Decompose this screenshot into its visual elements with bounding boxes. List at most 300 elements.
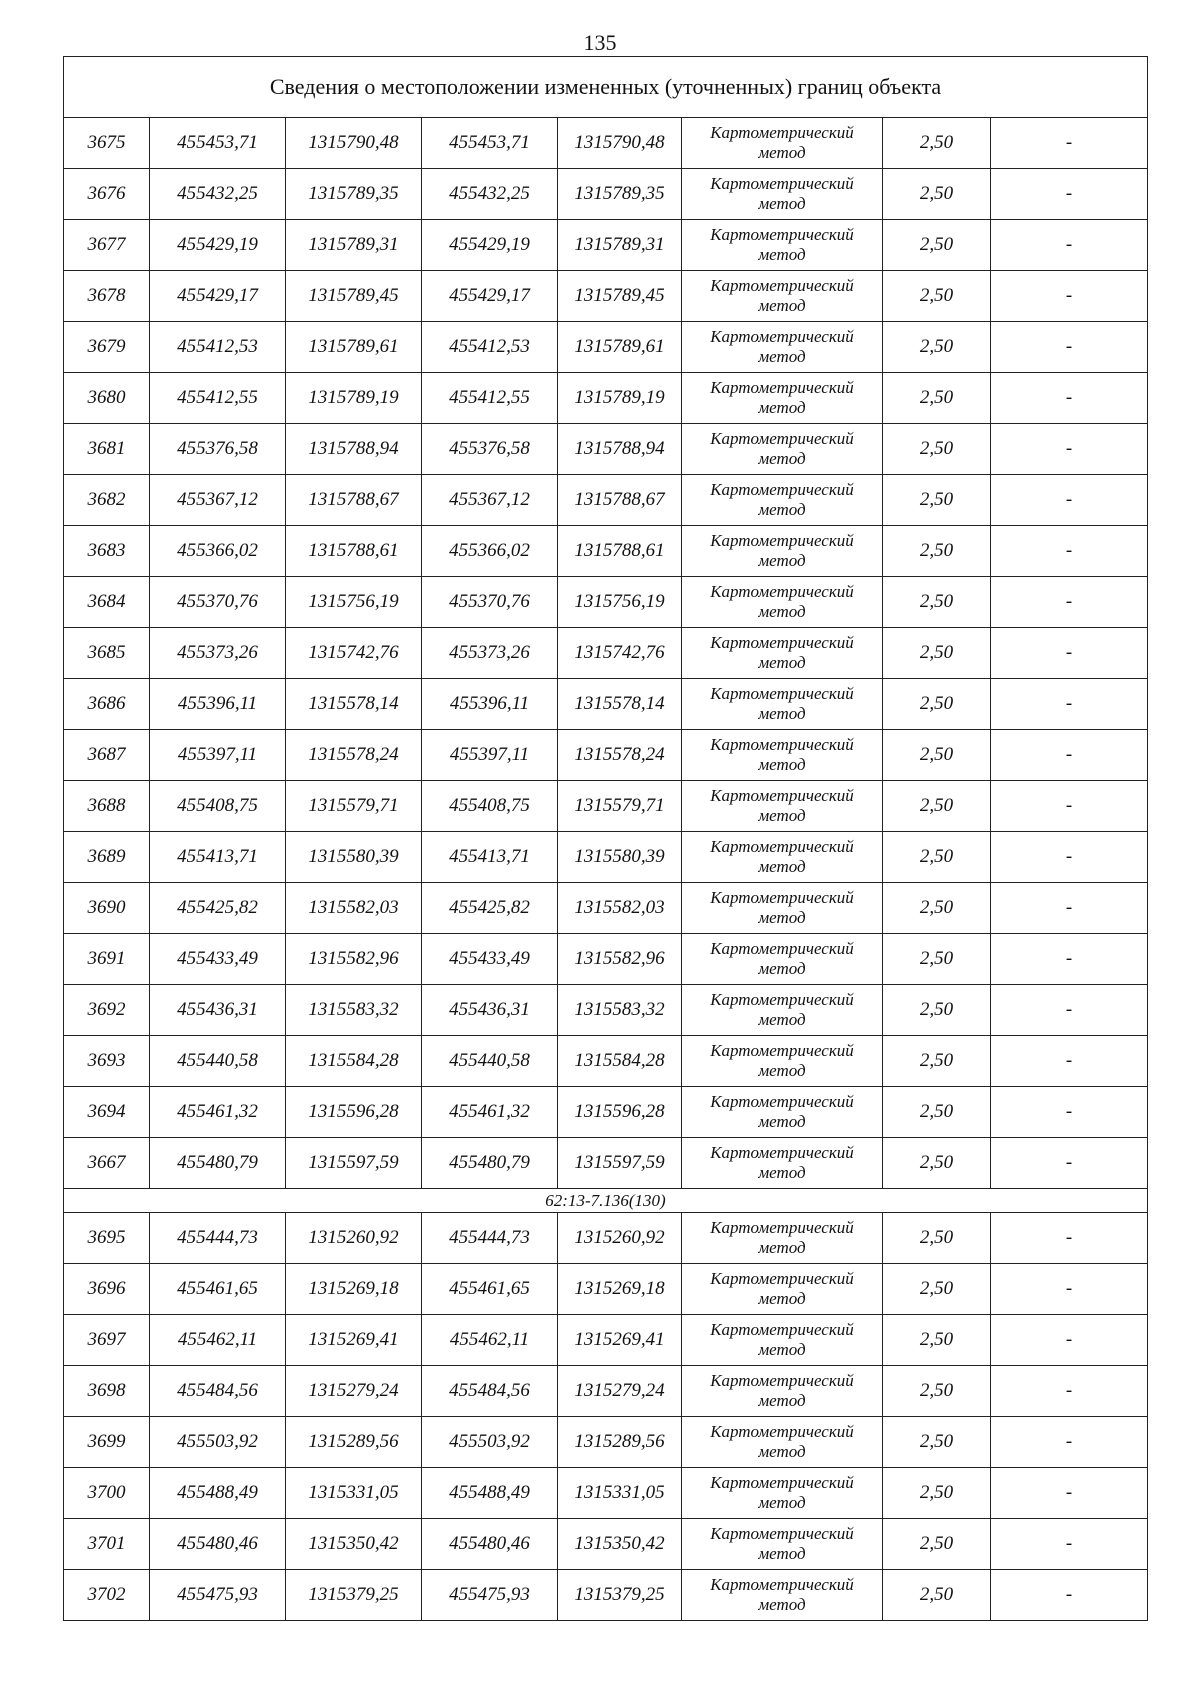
refined-x-cell: 455408,75 (422, 781, 558, 832)
method-cell (682, 1315, 883, 1366)
refined-x-cell: 455366,02 (422, 526, 558, 577)
method-line-2: метод (758, 857, 806, 876)
point-number-cell: 3697 (64, 1315, 150, 1366)
method-line-1: Картометрический (710, 1143, 854, 1162)
point-number-cell: 3695 (64, 1213, 150, 1264)
refined-x-cell: 455373,26 (422, 628, 558, 679)
existing-y-cell: 1315789,61 (286, 322, 422, 373)
existing-x-cell: 455370,76 (150, 577, 286, 628)
accuracy-cell: 2,50 (883, 118, 991, 169)
refined-y-cell: 1315331,05 (558, 1468, 682, 1519)
table-row (64, 1468, 1148, 1519)
point-number-cell: 3700 (64, 1468, 150, 1519)
table-row (64, 424, 1148, 475)
refined-y-cell: 1315790,48 (558, 118, 682, 169)
method-line-2: метод (758, 602, 806, 621)
table-body (64, 57, 1148, 1621)
accuracy-cell: 2,50 (883, 1417, 991, 1468)
accuracy-cell: 2,50 (883, 832, 991, 883)
method-cell (682, 781, 883, 832)
table-row (64, 730, 1148, 781)
refined-x-cell: 455440,58 (422, 1036, 558, 1087)
method-line-1: Картометрический (710, 1371, 854, 1390)
accuracy-cell: 2,50 (883, 628, 991, 679)
accuracy-cell: 2,50 (883, 679, 991, 730)
existing-x-cell: 455444,73 (150, 1213, 286, 1264)
accuracy-cell: 2,50 (883, 934, 991, 985)
existing-x-cell: 455461,32 (150, 1087, 286, 1138)
note-cell: - (991, 271, 1148, 322)
refined-y-cell: 1315789,35 (558, 169, 682, 220)
method-cell (682, 679, 883, 730)
method-line-1: Картометрический (710, 1422, 854, 1441)
accuracy-cell: 2,50 (883, 781, 991, 832)
note-cell: - (991, 577, 1148, 628)
method-line-2: метод (758, 755, 806, 774)
refined-y-cell: 1315596,28 (558, 1087, 682, 1138)
refined-x-cell: 455425,82 (422, 883, 558, 934)
method-line-2: метод (758, 806, 806, 825)
method-cell (682, 1417, 883, 1468)
refined-y-cell: 1315583,32 (558, 985, 682, 1036)
refined-y-cell: 1315788,61 (558, 526, 682, 577)
point-number-cell: 3681 (64, 424, 150, 475)
point-number-cell: 3686 (64, 679, 150, 730)
point-number-cell: 3675 (64, 118, 150, 169)
accuracy-cell: 2,50 (883, 373, 991, 424)
refined-y-cell: 1315580,39 (558, 832, 682, 883)
method-line-1: Картометрический (710, 123, 854, 142)
note-cell: - (991, 322, 1148, 373)
accuracy-cell: 2,50 (883, 1570, 991, 1621)
existing-x-cell: 455412,53 (150, 322, 286, 373)
point-number-cell: 3690 (64, 883, 150, 934)
existing-y-cell: 1315788,67 (286, 475, 422, 526)
method-line-1: Картометрический (710, 480, 854, 499)
method-line-2: метод (758, 1238, 806, 1257)
method-line-1: Картометрический (710, 276, 854, 295)
method-line-1: Картометрический (710, 1473, 854, 1492)
existing-x-cell: 455373,26 (150, 628, 286, 679)
existing-y-cell: 1315789,19 (286, 373, 422, 424)
refined-x-cell: 455429,19 (422, 220, 558, 271)
existing-x-cell: 455396,11 (150, 679, 286, 730)
refined-x-cell: 455412,55 (422, 373, 558, 424)
method-line-2: метод (758, 959, 806, 978)
existing-x-cell: 455433,49 (150, 934, 286, 985)
method-line-2: метод (758, 1544, 806, 1563)
existing-x-cell: 455397,11 (150, 730, 286, 781)
method-line-2: метод (758, 398, 806, 417)
note-cell: - (991, 118, 1148, 169)
method-line-1: Картометрический (710, 378, 854, 397)
method-cell (682, 526, 883, 577)
method-line-1: Картометрический (710, 888, 854, 907)
method-cell (682, 1138, 883, 1189)
page-number: 135 (583, 30, 617, 55)
note-cell: - (991, 781, 1148, 832)
existing-y-cell: 1315289,56 (286, 1417, 422, 1468)
refined-x-cell: 455484,56 (422, 1366, 558, 1417)
accuracy-cell: 2,50 (883, 1138, 991, 1189)
refined-x-cell: 455461,65 (422, 1264, 558, 1315)
refined-x-cell: 455396,11 (422, 679, 558, 730)
point-number-cell: 3676 (64, 169, 150, 220)
table-title: Сведения о местоположении измененных (уточненных) границ объекта (64, 57, 1148, 118)
refined-x-cell: 455480,79 (422, 1138, 558, 1189)
method-cell (682, 322, 883, 373)
table-row (64, 1570, 1148, 1621)
refined-y-cell: 1315742,76 (558, 628, 682, 679)
existing-y-cell: 1315269,18 (286, 1264, 422, 1315)
method-line-2: метод (758, 1010, 806, 1029)
refined-y-cell: 1315789,61 (558, 322, 682, 373)
table-row (64, 1264, 1148, 1315)
point-number-cell: 3693 (64, 1036, 150, 1087)
table-row (64, 781, 1148, 832)
existing-y-cell: 1315350,42 (286, 1519, 422, 1570)
existing-y-cell: 1315582,96 (286, 934, 422, 985)
table-row (64, 679, 1148, 730)
existing-y-cell: 1315580,39 (286, 832, 422, 883)
note-cell: - (991, 526, 1148, 577)
refined-x-cell: 455488,49 (422, 1468, 558, 1519)
table-row (64, 1366, 1148, 1417)
method-cell (682, 1519, 883, 1570)
refined-y-cell: 1315788,94 (558, 424, 682, 475)
refined-x-cell: 455475,93 (422, 1570, 558, 1621)
method-cell (682, 169, 883, 220)
method-line-1: Картометрический (710, 582, 854, 601)
point-number-cell: 3680 (64, 373, 150, 424)
existing-x-cell: 455367,12 (150, 475, 286, 526)
existing-y-cell: 1315584,28 (286, 1036, 422, 1087)
refined-y-cell: 1315582,03 (558, 883, 682, 934)
table-row (64, 1417, 1148, 1468)
refined-y-cell: 1315578,14 (558, 679, 682, 730)
existing-y-cell: 1315790,48 (286, 118, 422, 169)
refined-y-cell: 1315597,59 (558, 1138, 682, 1189)
note-cell: - (991, 934, 1148, 985)
table-row (64, 271, 1148, 322)
accuracy-cell: 2,50 (883, 1519, 991, 1570)
existing-y-cell: 1315742,76 (286, 628, 422, 679)
existing-y-cell: 1315379,25 (286, 1570, 422, 1621)
refined-x-cell: 455367,12 (422, 475, 558, 526)
existing-y-cell: 1315789,31 (286, 220, 422, 271)
note-cell: - (991, 169, 1148, 220)
point-number-cell: 3687 (64, 730, 150, 781)
note-cell: - (991, 1264, 1148, 1315)
note-cell: - (991, 730, 1148, 781)
boundary-coordinates-table (63, 56, 1148, 1621)
method-line-2: метод (758, 1112, 806, 1131)
method-line-1: Картометрический (710, 837, 854, 856)
refined-x-cell: 455413,71 (422, 832, 558, 883)
refined-y-cell: 1315578,24 (558, 730, 682, 781)
section-heading-row (64, 1189, 1148, 1213)
method-cell (682, 373, 883, 424)
method-cell (682, 220, 883, 271)
accuracy-cell: 2,50 (883, 1264, 991, 1315)
table-row (64, 1315, 1148, 1366)
table-row (64, 322, 1148, 373)
method-line-2: метод (758, 1595, 806, 1614)
point-number-cell: 3678 (64, 271, 150, 322)
method-line-1: Картометрический (710, 786, 854, 805)
note-cell: - (991, 679, 1148, 730)
point-number-cell: 3684 (64, 577, 150, 628)
existing-x-cell: 455366,02 (150, 526, 286, 577)
method-line-1: Картометрический (710, 633, 854, 652)
point-number-cell: 3688 (64, 781, 150, 832)
method-line-1: Картометрический (710, 990, 854, 1009)
method-line-2: метод (758, 1442, 806, 1461)
refined-y-cell: 1315279,24 (558, 1366, 682, 1417)
existing-x-cell: 455461,65 (150, 1264, 286, 1315)
method-cell (682, 1087, 883, 1138)
note-cell: - (991, 832, 1148, 883)
existing-y-cell: 1315789,35 (286, 169, 422, 220)
point-number-cell: 3699 (64, 1417, 150, 1468)
accuracy-cell: 2,50 (883, 1036, 991, 1087)
existing-y-cell: 1315583,32 (286, 985, 422, 1036)
refined-y-cell: 1315579,71 (558, 781, 682, 832)
method-line-1: Картометрический (710, 735, 854, 754)
note-cell: - (991, 1468, 1148, 1519)
note-cell: - (991, 883, 1148, 934)
method-line-1: Картометрический (710, 1269, 854, 1288)
method-line-2: метод (758, 908, 806, 927)
table-row (64, 985, 1148, 1036)
existing-x-cell: 455429,19 (150, 220, 286, 271)
section-heading: 62:13-7.136(130) (64, 1189, 1148, 1213)
method-cell (682, 883, 883, 934)
method-line-1: Картометрический (710, 174, 854, 193)
table-row (64, 1213, 1148, 1264)
note-cell: - (991, 1213, 1148, 1264)
note-cell: - (991, 1570, 1148, 1621)
refined-y-cell: 1315756,19 (558, 577, 682, 628)
existing-y-cell: 1315579,71 (286, 781, 422, 832)
note-cell: - (991, 985, 1148, 1036)
table-row (64, 883, 1148, 934)
refined-x-cell: 455462,11 (422, 1315, 558, 1366)
accuracy-cell: 2,50 (883, 424, 991, 475)
refined-x-cell: 455432,25 (422, 169, 558, 220)
point-number-cell: 3689 (64, 832, 150, 883)
method-line-2: метод (758, 1289, 806, 1308)
refined-x-cell: 455436,31 (422, 985, 558, 1036)
method-cell (682, 271, 883, 322)
point-number-cell: 3667 (64, 1138, 150, 1189)
existing-x-cell: 455413,71 (150, 832, 286, 883)
method-line-2: метод (758, 1493, 806, 1512)
point-number-cell: 3685 (64, 628, 150, 679)
method-cell (682, 1366, 883, 1417)
method-line-2: метод (758, 1163, 806, 1182)
existing-x-cell: 455440,58 (150, 1036, 286, 1087)
note-cell: - (991, 1036, 1148, 1087)
existing-y-cell: 1315578,24 (286, 730, 422, 781)
point-number-cell: 3694 (64, 1087, 150, 1138)
table-row (64, 475, 1148, 526)
refined-x-cell: 455412,53 (422, 322, 558, 373)
table-row (64, 934, 1148, 985)
refined-y-cell: 1315788,67 (558, 475, 682, 526)
existing-x-cell: 455376,58 (150, 424, 286, 475)
method-cell (682, 628, 883, 679)
method-line-2: метод (758, 347, 806, 366)
method-cell (682, 577, 883, 628)
table-row (64, 220, 1148, 271)
accuracy-cell: 2,50 (883, 1087, 991, 1138)
existing-x-cell: 455436,31 (150, 985, 286, 1036)
existing-x-cell: 455412,55 (150, 373, 286, 424)
note-cell: - (991, 1138, 1148, 1189)
method-cell (682, 730, 883, 781)
refined-y-cell: 1315350,42 (558, 1519, 682, 1570)
point-number-cell: 3698 (64, 1366, 150, 1417)
existing-y-cell: 1315788,61 (286, 526, 422, 577)
note-cell: - (991, 1366, 1148, 1417)
refined-x-cell: 455397,11 (422, 730, 558, 781)
note-cell: - (991, 373, 1148, 424)
method-line-2: метод (758, 245, 806, 264)
method-line-2: метод (758, 143, 806, 162)
existing-x-cell: 455480,46 (150, 1519, 286, 1570)
accuracy-cell: 2,50 (883, 1366, 991, 1417)
method-line-2: метод (758, 194, 806, 213)
method-line-1: Картометрический (710, 1575, 854, 1594)
refined-y-cell: 1315789,19 (558, 373, 682, 424)
refined-x-cell: 455503,92 (422, 1417, 558, 1468)
existing-y-cell: 1315260,92 (286, 1213, 422, 1264)
existing-y-cell: 1315582,03 (286, 883, 422, 934)
method-cell (682, 424, 883, 475)
accuracy-cell: 2,50 (883, 1468, 991, 1519)
method-cell (682, 118, 883, 169)
table-row (64, 526, 1148, 577)
existing-y-cell: 1315269,41 (286, 1315, 422, 1366)
point-number-cell: 3683 (64, 526, 150, 577)
refined-x-cell: 455429,17 (422, 271, 558, 322)
existing-y-cell: 1315789,45 (286, 271, 422, 322)
accuracy-cell: 2,50 (883, 322, 991, 373)
method-cell (682, 1036, 883, 1087)
refined-x-cell: 455376,58 (422, 424, 558, 475)
method-line-2: метод (758, 1391, 806, 1410)
method-line-1: Картометрический (710, 1092, 854, 1111)
method-line-1: Картометрический (710, 225, 854, 244)
method-line-1: Картометрический (710, 327, 854, 346)
existing-x-cell: 455432,25 (150, 169, 286, 220)
refined-x-cell: 455370,76 (422, 577, 558, 628)
method-line-1: Картометрический (710, 684, 854, 703)
existing-x-cell: 455488,49 (150, 1468, 286, 1519)
existing-x-cell: 455462,11 (150, 1315, 286, 1366)
accuracy-cell: 2,50 (883, 169, 991, 220)
existing-y-cell: 1315578,14 (286, 679, 422, 730)
existing-y-cell: 1315331,05 (286, 1468, 422, 1519)
existing-y-cell: 1315596,28 (286, 1087, 422, 1138)
table-row (64, 1087, 1148, 1138)
method-cell (682, 475, 883, 526)
refined-y-cell: 1315289,56 (558, 1417, 682, 1468)
accuracy-cell: 2,50 (883, 271, 991, 322)
accuracy-cell: 2,50 (883, 1315, 991, 1366)
existing-y-cell: 1315788,94 (286, 424, 422, 475)
table-row (64, 118, 1148, 169)
point-number-cell: 3702 (64, 1570, 150, 1621)
note-cell: - (991, 1417, 1148, 1468)
method-line-1: Картометрический (710, 531, 854, 550)
refined-y-cell: 1315269,41 (558, 1315, 682, 1366)
refined-y-cell: 1315584,28 (558, 1036, 682, 1087)
accuracy-cell: 2,50 (883, 577, 991, 628)
method-line-2: метод (758, 500, 806, 519)
table-row (64, 1519, 1148, 1570)
point-number-cell: 3682 (64, 475, 150, 526)
refined-y-cell: 1315582,96 (558, 934, 682, 985)
table-row (64, 1036, 1148, 1087)
accuracy-cell: 2,50 (883, 526, 991, 577)
existing-x-cell: 455429,17 (150, 271, 286, 322)
refined-y-cell: 1315260,92 (558, 1213, 682, 1264)
existing-x-cell: 455480,79 (150, 1138, 286, 1189)
point-number-cell: 3691 (64, 934, 150, 985)
method-line-2: метод (758, 704, 806, 723)
refined-x-cell: 455453,71 (422, 118, 558, 169)
refined-x-cell: 455480,46 (422, 1519, 558, 1570)
refined-y-cell: 1315379,25 (558, 1570, 682, 1621)
note-cell: - (991, 628, 1148, 679)
note-cell: - (991, 1087, 1148, 1138)
method-line-1: Картометрический (710, 939, 854, 958)
refined-y-cell: 1315789,45 (558, 271, 682, 322)
method-line-2: метод (758, 296, 806, 315)
accuracy-cell: 2,50 (883, 883, 991, 934)
refined-x-cell: 455461,32 (422, 1087, 558, 1138)
existing-x-cell: 455453,71 (150, 118, 286, 169)
accuracy-cell: 2,50 (883, 730, 991, 781)
refined-y-cell: 1315789,31 (558, 220, 682, 271)
method-cell (682, 832, 883, 883)
existing-x-cell: 455408,75 (150, 781, 286, 832)
method-cell (682, 985, 883, 1036)
method-line-1: Картометрический (710, 1320, 854, 1339)
method-line-2: метод (758, 653, 806, 672)
method-cell (682, 1213, 883, 1264)
table-row (64, 373, 1148, 424)
point-number-cell: 3679 (64, 322, 150, 373)
table-row (64, 628, 1148, 679)
point-number-cell: 3696 (64, 1264, 150, 1315)
existing-y-cell: 1315279,24 (286, 1366, 422, 1417)
table-row (64, 1138, 1148, 1189)
accuracy-cell: 2,50 (883, 1213, 991, 1264)
method-cell (682, 1468, 883, 1519)
note-cell: - (991, 220, 1148, 271)
existing-x-cell: 455503,92 (150, 1417, 286, 1468)
existing-x-cell: 455425,82 (150, 883, 286, 934)
note-cell: - (991, 1315, 1148, 1366)
refined-x-cell: 455433,49 (422, 934, 558, 985)
method-cell (682, 1570, 883, 1621)
note-cell: - (991, 1519, 1148, 1570)
point-number-cell: 3701 (64, 1519, 150, 1570)
method-line-2: метод (758, 449, 806, 468)
